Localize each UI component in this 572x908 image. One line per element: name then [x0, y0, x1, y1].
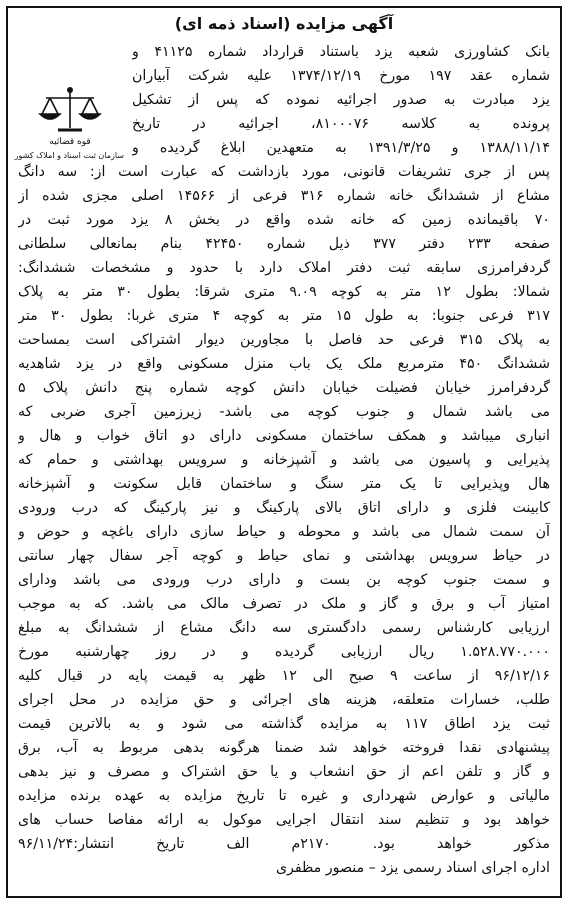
notice-line: و سمت جنوب کوچه بن بست و دارای درب ورودی می باشد ودارای	[18, 572, 550, 588]
notice-title: آگهی مزایده (اسناد ذمه ای)	[174, 14, 394, 33]
notice-line: ۱.۵۲۸.۷۷۰.۰۰۰ ریال ارزیابی گردیده و در روز چهارشنبه مورخ	[18, 644, 550, 660]
notice-line: صفحه ۲۳۳ دفتر ۳۷۷ ذیل شماره ۴۲۴۵۰ بنام بمانعالی سلطانی	[18, 236, 550, 252]
notice-line: امتیاز آب و برق و گاز و ملک در تصرف مالک می باشد. که به موجب	[18, 596, 550, 612]
notice-line: می باشد شمال و جنوب کوچه می باشد- زیرزمین آجری ضربی که	[18, 404, 550, 420]
notice-line: پس از جری تشریفات قانونی، مورد بازداشت که عبارت است از: سه دانگ	[18, 164, 550, 180]
scales-of-justice-icon	[16, 84, 124, 136]
notice-line: مذکور خواهد بود. ۲۱۷۰م الف تاریخ انتشار:۹۶/۱۱/۲۴	[18, 836, 550, 852]
notice-line: انباری میباشد و همکف ساختمان مسکونی دارای دو اتاق خواب و هال و	[18, 428, 550, 444]
notice-line: شماره عقد ۱۹۷ مورخ ۱۳۷۴/۱۲/۱۹ علیه شرکت آبیاران	[132, 68, 550, 84]
logo-caption-judiciary: قوه قضائیه	[49, 137, 91, 147]
logo-caption-registry: سازمان ثبت اسناد و املاک کشور	[14, 151, 124, 160]
notice-line: ۹۶/۱۲/۱۶ از ساعت ۹ صبح الی ۱۲ ظهر به قیمت پایه در قبال کلیه	[18, 668, 550, 684]
notice-line: ثبت یزد اطاق ۱۱۷ به مزایده گذاشته می شود و به بالاترین قیمت	[18, 716, 550, 732]
notice-line: کابینت فلزی و دارای اتاق بالای پارکینگ و نیز پارکینگ که درب ورودی	[18, 500, 550, 516]
notice-line: ۷۰ باقیمانده زمین که خانه شده واقع در بخش ۸ یزد مورد ثبت در	[18, 212, 550, 228]
notice-line: مالیاتی و عوارض شهرداری و غیره تا تاریخ مزایده به عهده برنده مزایده	[18, 788, 550, 804]
notice-line: ارزیابی کارشناس رسمی دادگستری سه دانگ مشاع از ششدانگ به مبلغ	[18, 620, 550, 636]
notice-line: شمالا: بطول ۱۲ متر به کوچه ۹.۰۹ متری شرقا: بطول ۳۰ متر به پلاک	[18, 284, 550, 300]
notice-line: پیشنهادی نقدا فروخته خواهد شد ضمنا هرگونه بدهی مربوط به آب، برق	[18, 740, 550, 756]
notice-line: ۱۳۸۸/۱۱/۱۴ و ۱۳۹۱/۳/۲۵ به متعهدین ابلاغ گردیده و	[132, 140, 550, 156]
notice-line: آن سمت شمال می باشد و محوطه و حیاط سازی دارای باغچه و حوض و	[18, 524, 550, 540]
notice-line: خواهد بود و تنظیم سند انتقال اجرایی موکول به ارائه مفاصا حساب های	[18, 812, 550, 828]
notice-line: ششدانگ ۴۵۰ مترمربع ملک یک باب منزل مسکونی واقع در یزد شاهدیه	[18, 356, 550, 372]
auction-notice-box	[6, 6, 562, 898]
notice-line: گردفرامرز خیابان فضیلت خیابان دانش کوچه شماره پنج دانش پلاک ۵	[18, 380, 550, 396]
notice-line: گردفرامرزی سابقه ثبت دفتر املاک دارد با حدود و مشخصات ششدانگ:	[18, 260, 550, 276]
notice-line: در حیاط سرویس بهداشتی و نمای حیاط و کوچه آجر سفال چهار سانتی	[18, 548, 550, 564]
notice-line: ۳۱۷ فرعی جنوبا: به طول ۱۵ متر به کوچه ۴ متری غربا: بطول ۳۰ متر	[18, 308, 550, 324]
notice-line: طلب، خسارات متعلقه، هزینه های اجرائی و حق مزایده در محل اجرای	[18, 692, 550, 708]
notice-signature: اداره اجرای اسناد رسمی یزد – منصور مظفری	[275, 860, 550, 876]
notice-line: بانک کشاورزی شعبه یزد باستناد قرارداد شماره ۴۱۱۲۵ و	[132, 44, 550, 60]
notice-line: مشاع از ششدانگ خانه شماره ۳۱۶ فرعی از ۱۴۵۶۶ اصلی مجزی شده از	[18, 188, 550, 204]
notice-line: به پلاک ۳۱۵ فرعی حد فاصل با مجاورین دیوار اشتراکی است بمساحت	[18, 332, 550, 348]
notice-line: و گاز و تلفن اعم از حق انشعاب و یا حق اشتراک و مصرف و نیز بدهی	[18, 764, 550, 780]
notice-line: پذیرایی و پاسیون می باشد و آشپزخانه و سرویس بهداشتی و حمام که	[18, 452, 550, 468]
registry-logo	[16, 84, 124, 168]
notice-line: پرونده به کلاسه ۸۱۰۰۰۷۶، اجرائیه در تاریخ	[132, 116, 550, 132]
notice-line: هال وپذیرایی تا یک متر سنگ و ساختمان قابل سکونت و آشپزخانه	[18, 476, 550, 492]
notice-line: یزد مبادرت به صدور اجرائیه نموده که پس از تشکیل	[132, 92, 550, 108]
